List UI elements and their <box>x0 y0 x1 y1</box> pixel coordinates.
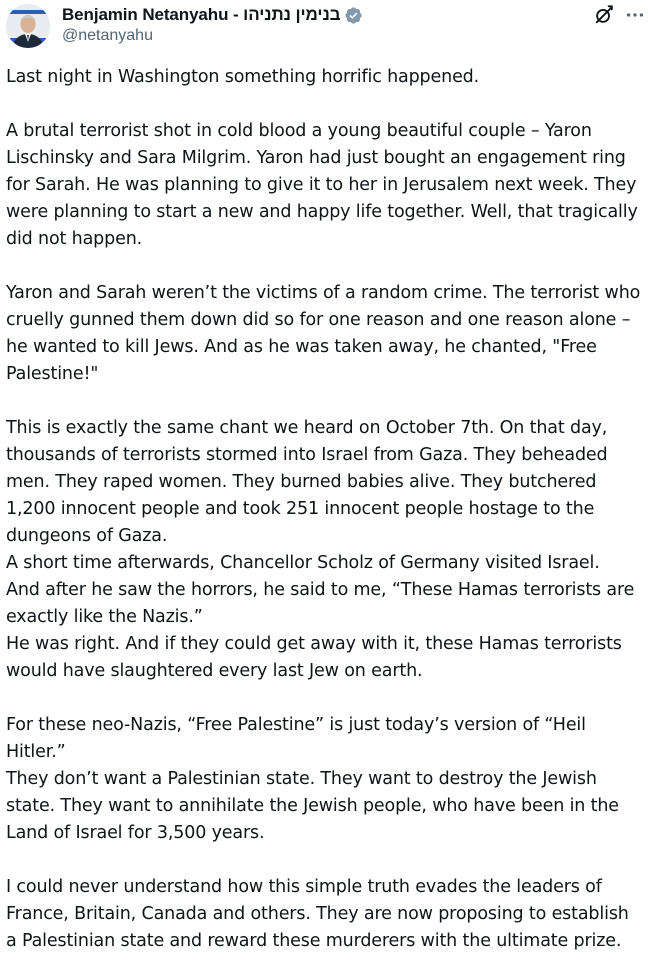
tweet-line: This is exactly the same chant we heard on October 7th. On that day, <box>6 418 608 438</box>
tweet-text <box>6 64 646 955</box>
grok-icon <box>593 4 615 26</box>
tweet-paragraph <box>6 64 646 91</box>
tweet-paragraph <box>6 280 646 388</box>
tweet-line: a Palestinian state and reward these murderers with the ultimate prize. <box>6 931 622 951</box>
tweet-line: France, Britain, Canada and others. They are now proposing to establish <box>6 904 629 924</box>
tweet-line: I could never understand how this simple truth evades the leaders of <box>6 877 602 897</box>
tweet-line: he wanted to kill Jews. And as he was taken away, he chanted, "Free <box>6 337 597 357</box>
tweet-line: dungeons of Gaza. <box>6 526 168 546</box>
tweet-line: for Sarah. He was planning to give it to her in Jerusalem next week. They <box>6 175 637 195</box>
tweet-line: Hitler.” <box>6 742 66 762</box>
tweet-line: Lischinsky and Sara Milgrim. Yaron had just bought an engagement ring <box>6 148 626 168</box>
tweet-line: did not happen. <box>6 229 143 249</box>
grok-button[interactable] <box>593 4 615 26</box>
more-options-button[interactable] <box>624 4 646 26</box>
tweet-paragraph <box>6 415 646 685</box>
tweet-line: state. They want to annihilate the Jewish people, who have been in the <box>6 796 619 816</box>
tweet-line: A brutal terrorist shot in cold blood a young beautiful couple – Yaron <box>6 121 592 141</box>
tweet-line: were planning to start a new and happy life together. Well, that tragically <box>6 202 638 222</box>
tweet-header <box>0 0 648 60</box>
tweet-paragraph <box>6 712 646 847</box>
author-handle[interactable]: @netanyahu <box>62 27 153 44</box>
tweet-line: And after he saw the horrors, he said to me, “These Hamas terrorists are <box>6 580 635 600</box>
tweet-line: Palestine!" <box>6 364 99 384</box>
tweet-line: men. They raped women. They burned babies alive. They butchered <box>6 472 597 492</box>
avatar-image <box>6 4 50 48</box>
author-display-name[interactable]: Benjamin Netanyahu - בנימין נתניהו <box>62 5 341 24</box>
more-icon <box>624 4 646 26</box>
tweet-paragraph <box>6 118 646 253</box>
tweet-line: exactly like the Nazis.” <box>6 607 203 627</box>
tweet-line: He was right. And if they could get away with it, these Hamas terrorists <box>6 634 622 654</box>
tweet-line: Land of Israel for 3,500 years. <box>6 823 265 843</box>
tweet-paragraph <box>6 874 646 955</box>
avatar[interactable] <box>6 4 50 48</box>
tweet-line: thousands of terrorists stormed into Israel from Gaza. They beheaded <box>6 445 608 465</box>
tweet-line: would have slaughtered every last Jew on earth. <box>6 661 423 681</box>
tweet-line: For these neo-Nazis, “Free Palestine” is just today’s version of “Heil <box>6 715 586 735</box>
tweet-line: 1,200 innocent people and took 251 innocent people hostage to the <box>6 499 595 519</box>
tweet-line: cruelly gunned them down did so for one reason and one reason alone – <box>6 310 631 330</box>
tweet-line: They don’t want a Palestinian state. They want to destroy the Jewish <box>6 769 597 789</box>
tweet-line: Last night in Washington something horrific happened. <box>6 67 480 87</box>
tweet-line: A short time afterwards, Chancellor Scholz of Germany visited Israel. <box>6 553 600 573</box>
author-name-row[interactable] <box>62 3 363 27</box>
verified-badge-icon[interactable] <box>344 6 363 25</box>
tweet-line: Yaron and Sarah weren’t the victims of a random crime. The terrorist who <box>6 283 641 303</box>
